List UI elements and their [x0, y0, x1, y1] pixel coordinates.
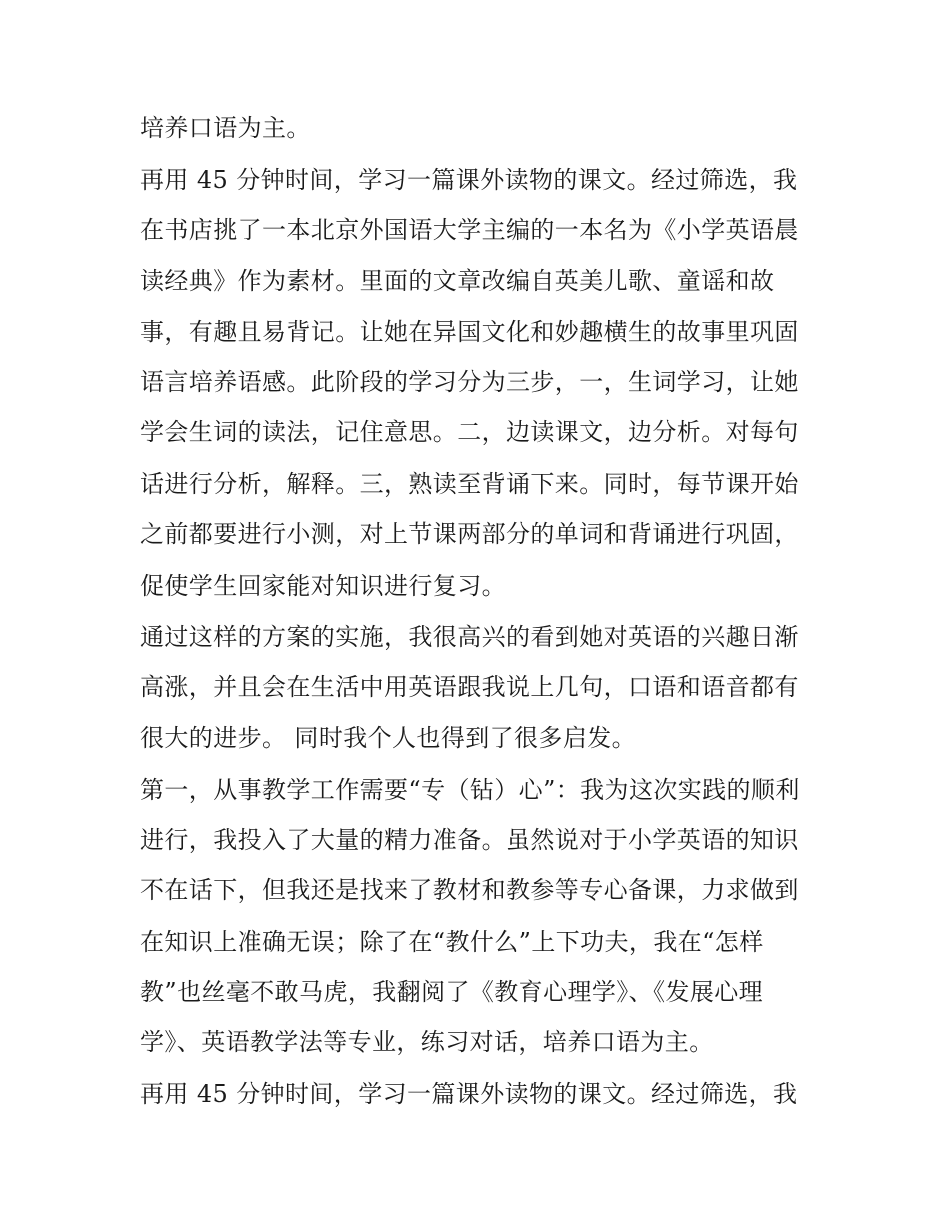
text-line: 读经典》作为素材。里面的文章改编自英美儿歌、童谣和故	[140, 267, 775, 295]
text-line: 第一，从事教学工作需要“专（钻）心”：我为这次实践的顺利	[140, 776, 800, 804]
text-line: 不在话下，但我还是找来了教材和教参等专心备课，力求做到	[140, 876, 799, 904]
text-line: 进行，我投入了大量的精力准备。虽然说对于小学英语的知识	[140, 826, 799, 854]
text-line: 语言培养语感。此阶段的学习分为三步，一，生词学习，让她	[140, 368, 799, 396]
text-line: 促使学生回家能对知识进行复习。	[140, 572, 506, 600]
text-line: 之前都要进行小测，对上节课两部分的单词和背诵进行巩固，	[140, 520, 799, 548]
text-line: 通过这样的方案的实施，我很高兴的看到她对英语的兴趣日渐	[140, 623, 799, 651]
text-line: 高涨，并且会在生活中用英语跟我说上几句，口语和语音都有	[140, 673, 799, 701]
text-line: 再用 45 分钟时间，学习一篇课外读物的课文。经过筛选，我	[140, 166, 798, 194]
text-line: 在知识上准确无误；除了在“教什么”上下功夫，我在“怎样	[140, 928, 764, 956]
text-line: 学》、英语教学法等专业，练习对话，培养口语为主。	[140, 1028, 714, 1056]
text-line: 很大的进步。 同时我个人也得到了很多启发。	[140, 724, 637, 752]
text-line: 学会生词的读法，记住意思。二，边读课文，边分析。对每句	[140, 418, 799, 446]
text-line: 再用 45 分钟时间，学习一篇课外读物的课文。经过筛选，我	[140, 1080, 798, 1108]
text-line: 教”也丝毫不敢马虎，我翻阅了《教育心理学》、《发展心理	[140, 978, 764, 1006]
text-line: 培养口语为主。	[140, 114, 311, 142]
text-line: 在书店挑了一本北京外国语大学主编的一本名为《小学英语晨	[140, 216, 799, 244]
text-line: 话进行分析，解释。三，熟读至背诵下来。同时，每节课开始	[140, 470, 799, 498]
text-line: 事，有趣且易背记。让她在异国文化和妙趣横生的故事里巩固	[140, 318, 799, 346]
